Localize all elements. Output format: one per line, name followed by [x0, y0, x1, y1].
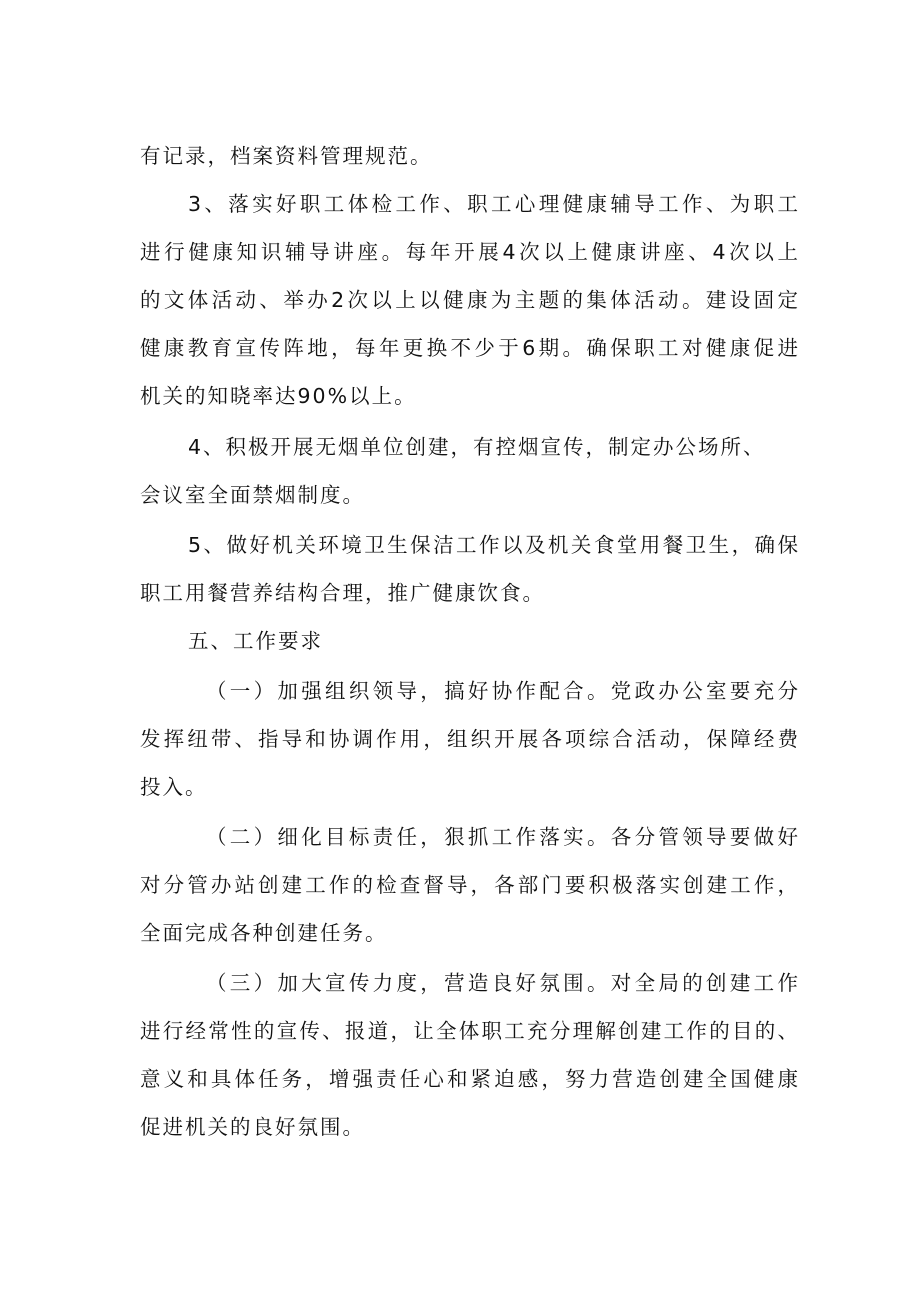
text-line: 意义和具体任务，增强责任心和紧迫感，努力营造创建全国健康 [140, 1067, 800, 1091]
text-line: 发挥纽带、指导和协调作用，组织开展各项综合活动，保障经费 [140, 727, 800, 751]
text-line: 机关的知晓率达90%以上。 [140, 384, 417, 408]
text-line: 健康教育宣传阵地，每年更换不少于6期。确保职工对健康促进 [140, 336, 800, 360]
text-line: 对分管办站创建工作的检查督导，各部门要积极落实创建工作， [140, 873, 800, 897]
text-line: 投入。 [140, 775, 208, 799]
text-line: 进行经常性的宣传、报道，让全体职工充分理解创建工作的目的、 [140, 1019, 800, 1043]
text-line: （三）加大宣传力度，营造良好氛围。对全局的创建工作 [206, 971, 800, 995]
text-line: 3、落实好职工体检工作、职工心理健康辅导工作、为职工 [188, 192, 800, 216]
text-line: 5、做好机关环境卫生保洁工作以及机关食堂用餐卫生，确保 [188, 533, 800, 557]
text-line: （二）细化目标责任，狠抓工作落实。各分管领导要做好 [206, 825, 800, 849]
text-line: 全面完成各种创建任务。 [140, 921, 388, 945]
text-line: 有记录，档案资料管理规范。 [140, 144, 433, 168]
text-line: 的文体活动、举办2次以上以健康为主题的集体活动。建设固定 [140, 288, 800, 312]
section-heading: 五、工作要求 [188, 629, 323, 653]
text-line: （一）加强组织领导，搞好协作配合。党政办公室要充分 [206, 679, 800, 703]
text-line: 4、积极开展无烟单位创建，有控烟宣传，制定办公场所、 [188, 435, 766, 459]
text-line: 职工用餐营养结构合理，推广健康饮食。 [140, 581, 545, 605]
text-line: 会议室全面禁烟制度。 [140, 483, 365, 507]
text-line: 促进机关的良好氛围。 [140, 1115, 365, 1139]
text-line: 进行健康知识辅导讲座。每年开展4次以上健康讲座、4次以上 [140, 240, 800, 264]
